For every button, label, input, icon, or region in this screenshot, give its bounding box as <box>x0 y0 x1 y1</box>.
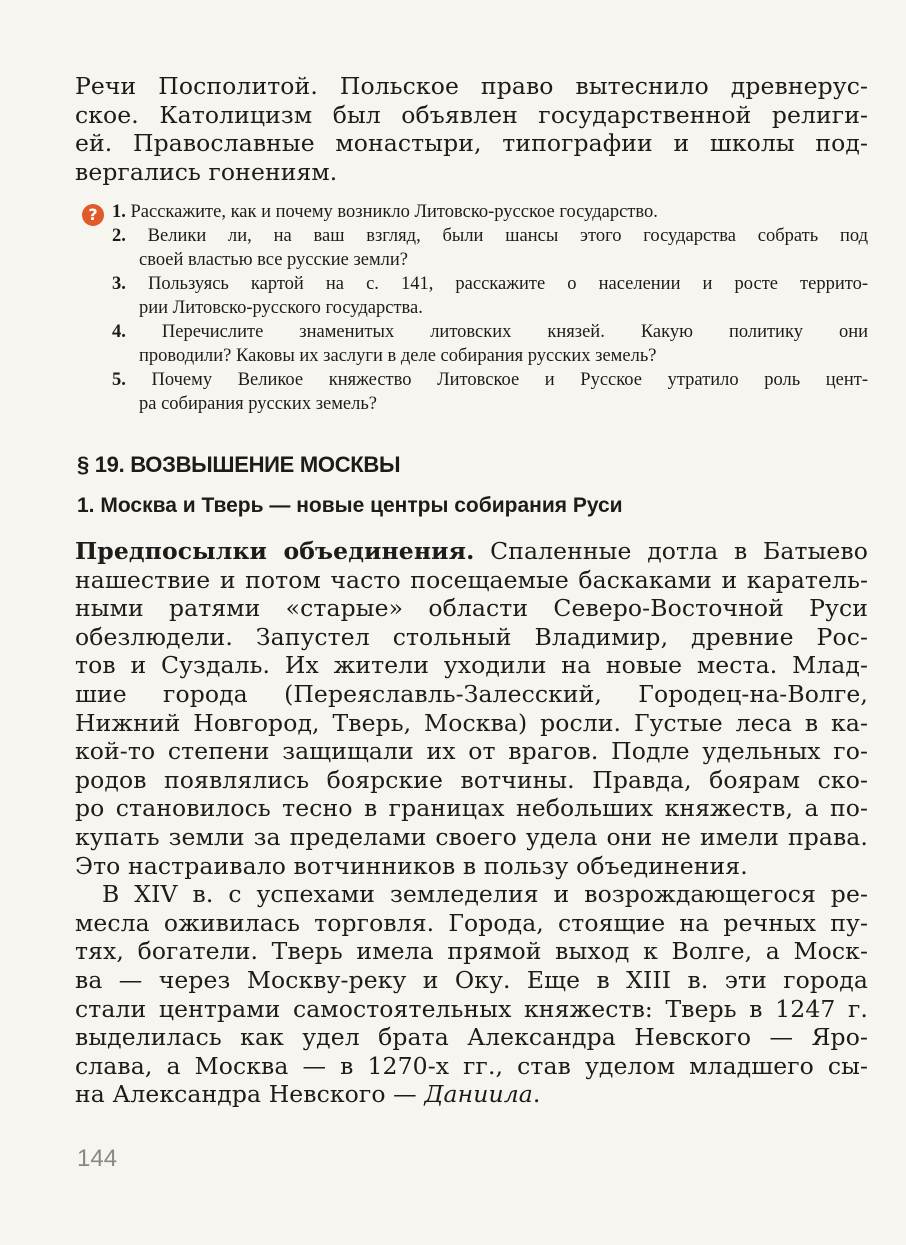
question-text: своей властью все русские земли? <box>139 250 409 270</box>
question-number: 2. <box>112 226 126 246</box>
text-line: В XIV в. с успехами земледелия и возрождающегося ре- <box>102 880 868 909</box>
text-line: ва — через Москву-реку и Оку. Еще в XIII в. эти города <box>75 965 868 994</box>
text-line: обезлюдели. Запустел стольный Владимир, древние Рос- <box>75 622 868 651</box>
question-text: Расскажите, как и почему возникло Литовско-русское государство. <box>130 202 658 222</box>
question-number: 5. <box>112 370 126 390</box>
question-item <box>112 368 868 416</box>
question-text: Перечислите знаменитых литовских князей. Какую политику они <box>161 322 868 342</box>
text-line: шие города (Переяславль-Залесский, Городец-на-Волге, <box>75 679 868 708</box>
paragraph-lead: Предпосылки объединения. <box>75 537 475 565</box>
text-line: тов и Суздаль. Их жители уходили на новые места. Млад- <box>75 651 868 680</box>
text-line: Нижний Новгород, Тверь, Москва) росли. Густые леса в ка- <box>75 708 868 737</box>
main-text <box>75 537 868 1109</box>
question-item <box>112 224 868 272</box>
question-text: Почему Великое княжество Литовское и Русское утратило роль цент- <box>151 370 869 390</box>
question-text: проводили? Каковы их заслуги в деле собирания русских земель? <box>139 346 657 366</box>
text-line: слава, а Москва — в 1270-х гг., став уделом младшего сы- <box>75 1051 868 1080</box>
question-text: Велики ли, на ваш взгляд, были шансы этого государства собрать под <box>147 226 868 246</box>
top-paragraph <box>75 72 868 186</box>
question-text: ра собирания русских земель? <box>139 394 378 414</box>
question-item <box>112 200 868 224</box>
question-text: Пользуясь картой на с. 141, расскажите о населении и росте террито- <box>147 274 868 294</box>
text-span: на Александра Невского — <box>75 1080 425 1109</box>
text-line: кой-то степени защищали их от врагов. Подле удельных го- <box>75 737 868 766</box>
review-questions <box>112 200 868 416</box>
text-line: нашествие и потом часто посещаемые баскаками и каратель- <box>75 565 868 594</box>
text-line: родов появлялись боярские вотчины. Правда, боярам ско- <box>75 765 868 794</box>
section-title: § 19. ВОЗВЫШЕНИЕ МОСКВЫ <box>77 452 401 477</box>
question-number: 4. <box>112 322 126 342</box>
text-line: ными ратями «старые» области Северо-Восточной Руси <box>75 594 868 623</box>
text-line: Это настраивало вотчинников в пользу объединения. <box>75 851 748 880</box>
question-icon: ? <box>82 204 104 226</box>
text-line: ей. Православные монастыри, типографии и школы под- <box>75 129 868 158</box>
text-line: вергались гонениям. <box>75 157 338 186</box>
text-line: выделилась как удел брата Александра Невского — Яро- <box>75 1023 868 1052</box>
page-number: 144 <box>77 1145 118 1172</box>
italic-name: Даниила <box>424 1080 533 1109</box>
text-line: ро становилось тесно в границах небольших княжеств, а по- <box>75 794 868 823</box>
question-item <box>112 272 868 320</box>
text-line: купать земли за пределами своего удела они не имели права. <box>75 822 868 851</box>
text-line: тях, богатели. Тверь имела прямой выход к Волге, а Моск- <box>75 937 868 966</box>
question-item <box>112 320 868 368</box>
text-line: ское. Католицизм был объявлен государственной религи- <box>75 100 868 129</box>
question-number: 1. <box>112 202 126 222</box>
text-line: Речи Посполитой. Польское право вытеснило древнерус- <box>75 72 868 100</box>
question-text: рии Литовско-русского государства. <box>139 298 423 318</box>
text-span: . <box>532 1080 541 1109</box>
text-line: месла оживилась торговля. Города, стоящие на речных пу- <box>75 908 868 937</box>
text-span: Спаленные дотла в Батыево <box>474 537 869 565</box>
question-number: 3. <box>112 274 126 294</box>
text-line: стали центрами самостоятельных княжеств: Тверь в 1247 г. <box>75 994 868 1023</box>
subsection-title: 1. Москва и Тверь — новые центры собирания Руси <box>77 494 623 517</box>
